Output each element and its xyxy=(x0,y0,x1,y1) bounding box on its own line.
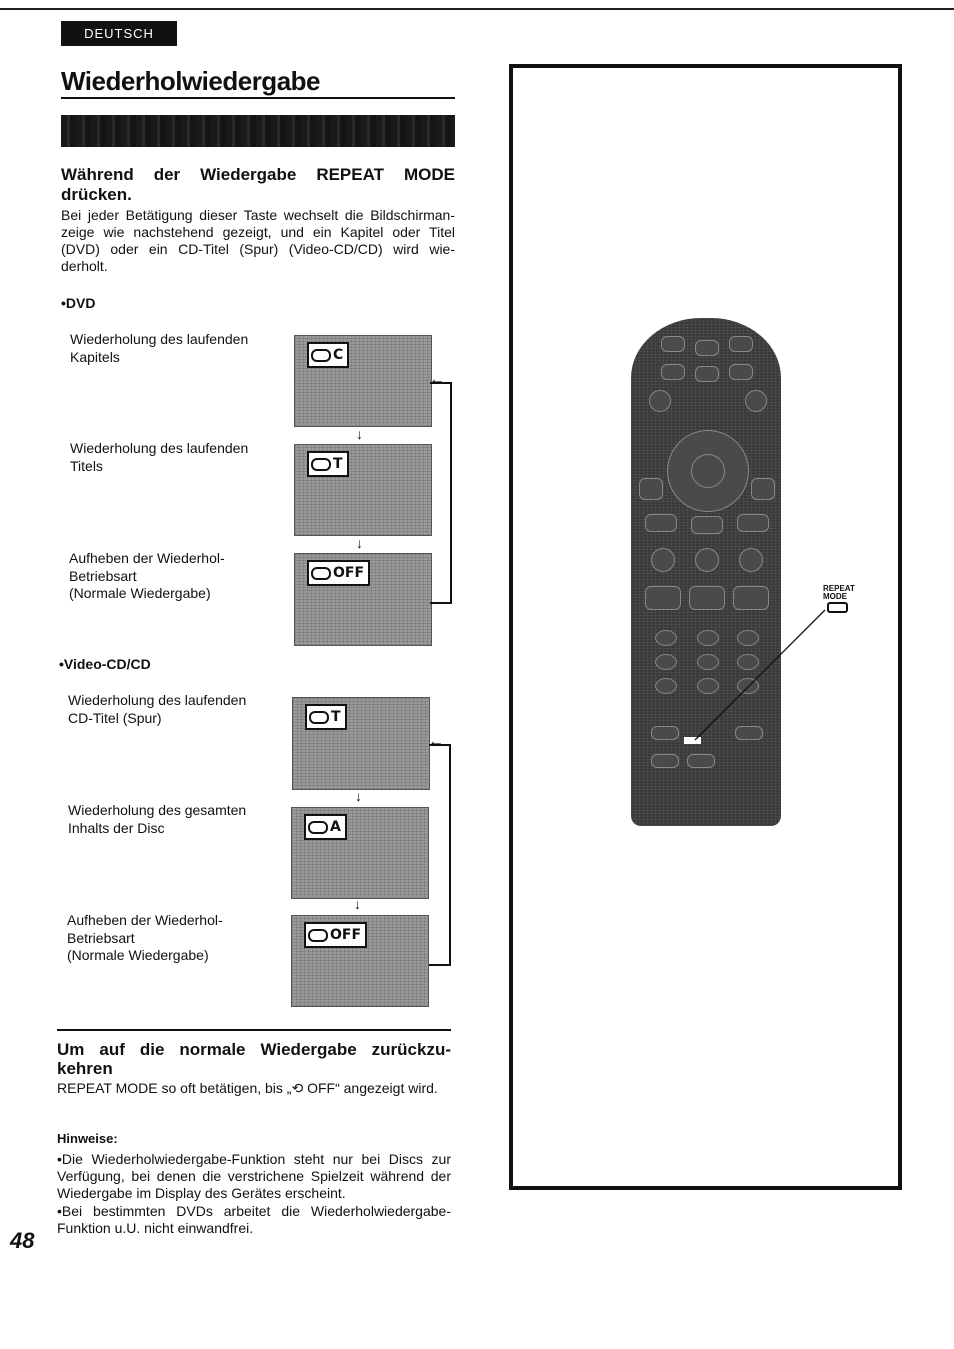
dvd-screen-off xyxy=(294,553,432,646)
cycle-bracket xyxy=(429,744,451,966)
repeat-icon xyxy=(308,821,328,834)
vcd-caption-track: Wiederholung des laufenden CD-Titel (Spur) xyxy=(68,692,247,726)
remote-button xyxy=(645,514,677,532)
top-rule xyxy=(0,8,954,10)
remote-button xyxy=(729,364,753,380)
down-arrow: ↓ xyxy=(355,788,362,804)
down-arrow: ↓ xyxy=(356,426,363,442)
repeat-osd-mode: OFF xyxy=(330,927,362,943)
return-heading: Um auf die normale Wiedergabe zurückzu-kehren xyxy=(57,1040,451,1078)
title-underline xyxy=(61,97,455,99)
remote-button xyxy=(729,336,753,352)
cycle-arrow: ← xyxy=(429,371,445,388)
remote-button xyxy=(651,548,675,572)
callout-line xyxy=(690,600,840,750)
language-tag: DEUTSCH xyxy=(61,21,177,46)
step-heading: Während der Wiedergabe REPEAT MODE drücken. xyxy=(61,165,455,204)
remote-number-button xyxy=(655,630,677,646)
vcd-screen-off xyxy=(291,915,429,1007)
remote-button xyxy=(737,514,769,532)
vcd-caption-disc: Wiederholung des gesamten Inhalts der Disc xyxy=(68,802,247,836)
remote-button xyxy=(691,516,723,534)
vcd-screen-disc xyxy=(291,807,429,899)
repeat-osd-mode: OFF xyxy=(333,565,365,581)
remote-button xyxy=(651,754,679,768)
remote-enter-button xyxy=(691,454,725,488)
repeat-osd-mode: A xyxy=(330,819,341,835)
remote-button xyxy=(751,478,775,500)
remote-button xyxy=(645,586,681,610)
remote-button xyxy=(695,548,719,572)
repeat-osd-mode: T xyxy=(331,709,341,725)
dark-banner xyxy=(61,115,455,147)
repeat-icon xyxy=(311,567,331,580)
repeat-mode-callout-label: REPEAT MODE xyxy=(823,584,855,601)
remote-number-button xyxy=(655,654,677,670)
repeat-osd xyxy=(307,451,349,477)
note-item: •Bei bestimmten DVDs arbeitet die Wiederholwiedergabe-Funktion u.U. nicht einwandfrei. xyxy=(57,1203,451,1236)
repeat-osd xyxy=(305,704,347,730)
repeat-osd xyxy=(304,814,347,840)
return-body: REPEAT MODE so oft betätigen, bis „⟲ OFF“ angezeigt wird. xyxy=(57,1080,438,1096)
remote-button xyxy=(695,366,719,382)
remote-number-button xyxy=(655,678,677,694)
remote-button xyxy=(745,390,767,412)
note-item: •Die Wiederholwiedergabe-Funktion steht nur bei Discs zur Verfügung, bei denen die verstrichene Spielzeit während der Wiedergabe im Display des Gerätes erscheint. xyxy=(57,1151,451,1201)
dvd-screen-chapter xyxy=(294,335,432,427)
vcd-screen-track xyxy=(292,697,430,790)
repeat-osd-mode: C xyxy=(333,347,344,363)
remote-button xyxy=(651,726,679,740)
section-divider xyxy=(57,1029,451,1031)
remote-button xyxy=(661,364,685,380)
page-number: 48 xyxy=(10,1228,35,1253)
cycle-arrow: ← xyxy=(428,733,444,750)
dvd-label: •DVD xyxy=(61,295,96,311)
remote-button xyxy=(639,478,663,500)
remote-button xyxy=(687,754,715,768)
repeat-osd-mode: T xyxy=(333,456,343,472)
repeat-osd xyxy=(307,560,370,586)
repeat-mode-button-icon xyxy=(827,602,848,613)
repeat-osd xyxy=(307,342,349,368)
dvd-caption-title: Wiederholung des laufenden Titels xyxy=(70,440,249,474)
remote-button xyxy=(695,340,719,356)
dvd-caption-chapter: Wiederholung des laufenden Kapitels xyxy=(70,331,249,365)
cycle-bracket xyxy=(430,382,452,604)
repeat-icon xyxy=(311,458,331,471)
remote-button xyxy=(649,390,671,412)
page-title: Wiederholwiedergabe xyxy=(61,66,320,96)
dvd-caption-off: Aufheben der Wiederhol- Betriebsart (Normale Wiedergabe) xyxy=(69,550,225,601)
vcd-caption-off: Aufheben der Wiederhol- Betriebsart (Normale Wiedergabe) xyxy=(67,912,223,963)
remote-button xyxy=(739,548,763,572)
repeat-icon xyxy=(309,711,329,724)
down-arrow: ↓ xyxy=(354,896,361,912)
repeat-icon xyxy=(308,929,328,942)
repeat-osd xyxy=(304,922,367,948)
repeat-icon xyxy=(311,349,331,362)
dvd-screen-title xyxy=(294,444,432,536)
notes-label: Hinweise: xyxy=(57,1131,118,1146)
remote-button xyxy=(661,336,685,352)
down-arrow: ↓ xyxy=(356,535,363,551)
step-body: Bei jeder Betätigung dieser Taste wechselt die Bildschirman-zeige wie nachstehend gezeigt, und ein Kapitel oder Titel (DVD) oder ein CD-Titel (Spur) (Video-CD/CD) wird wie-derholt. xyxy=(61,207,455,274)
vcd-label: •Video-CD/CD xyxy=(59,656,151,672)
